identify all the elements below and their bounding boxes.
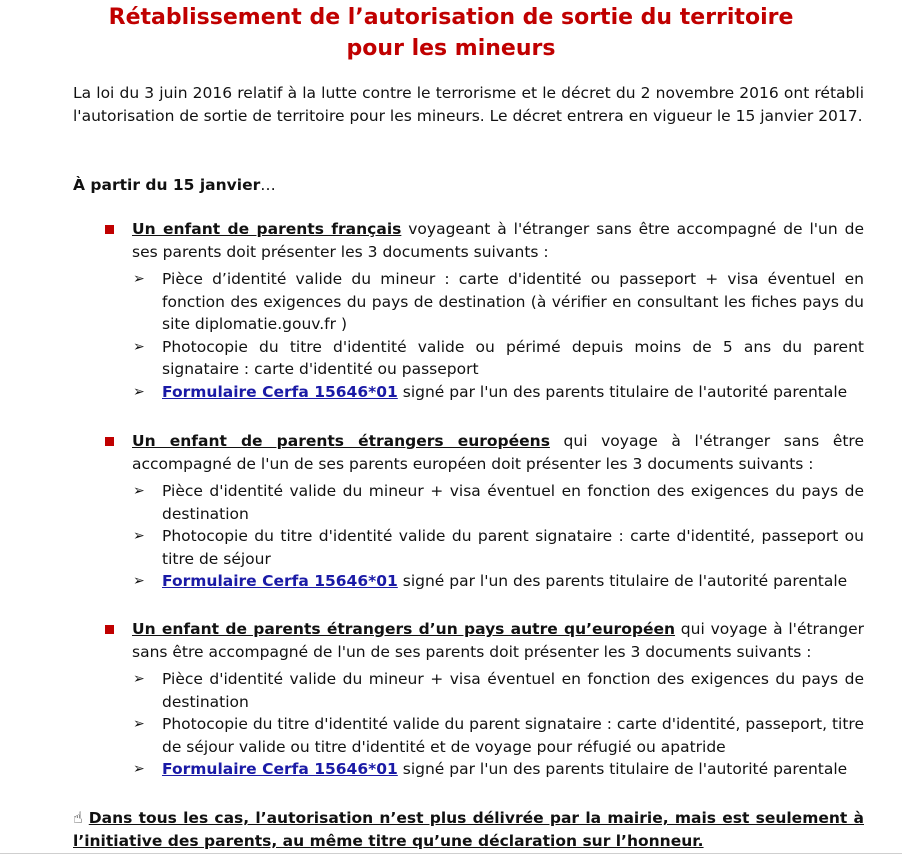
page-title	[0, 2, 902, 64]
section-text: qui voyage à l'étranger sans être accompagné de l'un de ses parents européen doit présenter les 3 documents suivants :	[132, 432, 865, 473]
arrowhead-bullet-icon: ➢	[133, 271, 145, 287]
list-item	[73, 668, 864, 713]
section-heading	[73, 430, 864, 475]
cerfa-form-link[interactable]: Formulaire Cerfa 15646*01	[162, 382, 398, 401]
arrowhead-bullet-icon: ➢	[133, 383, 145, 400]
form-link-text: signé par l'un des parents titulaire de l'autorité parentale	[397, 760, 848, 778]
title-line-2: pour les mineurs	[346, 36, 556, 61]
section-non-european-parents	[73, 618, 864, 781]
arrowhead-bullet-icon: ➢	[133, 716, 145, 732]
arrowhead-bullet-icon: ➢	[133, 338, 145, 355]
from-date-ellipsis: …	[260, 176, 276, 194]
list-item	[73, 480, 864, 525]
section-lead: Un enfant de parents étrangers européens	[132, 432, 550, 450]
section-lead: Un enfant de parents français	[132, 220, 402, 238]
section-french-parents	[73, 218, 864, 403]
arrowhead-bullet-icon: ➢	[133, 483, 145, 499]
arrowhead-bullet-icon: ➢	[133, 671, 145, 687]
section-heading	[73, 218, 864, 263]
pointing-hand-icon: ☝	[73, 808, 83, 827]
list-item-text: Pièce d'identité valide du mineur + visa éventuel en fonction des exigences du pays de destination	[162, 670, 864, 711]
form-link-text: signé par l'un des parents titulaire de l'autorité parentale	[397, 382, 848, 401]
list-item	[73, 381, 864, 404]
list-item-text: Photocopie du titre d'identité valide du parent signataire : carte d'identité, passeport, titre de séjour valide ou titre d'identité et de voyage pour réfugié ou apatride	[162, 715, 864, 756]
arrowhead-bullet-icon: ➢	[133, 573, 145, 589]
list-item	[73, 268, 864, 336]
page-bottom-divider	[0, 853, 902, 854]
list-item-text: Photocopie du titre d'identité valide ou périmé depuis moins de 5 ans du parent signataire : carte d'identité ou passeport	[162, 337, 864, 378]
document-list	[73, 668, 864, 781]
from-date-heading	[73, 174, 276, 197]
list-item	[73, 758, 864, 781]
list-item	[73, 525, 864, 570]
document-list	[73, 480, 864, 593]
from-date-bold: À partir du 15 janvier	[73, 176, 261, 194]
list-item	[73, 713, 864, 758]
red-square-bullet-icon	[105, 437, 114, 446]
section-heading	[73, 618, 864, 663]
section-european-parents	[73, 430, 864, 593]
arrowhead-bullet-icon: ➢	[133, 761, 145, 777]
list-item	[73, 570, 864, 593]
list-item-text: Photocopie du titre d'identité valide du parent signataire : carte d'identité, passeport ou titre de séjour	[162, 527, 864, 568]
final-note-text: Dans tous les cas, l’autorisation n’est plus délivrée par la mairie, mais est seulement à l’initiative des parents, au même titre qu’une déclaration sur l’honneur.	[73, 809, 864, 850]
list-item	[73, 336, 864, 381]
section-lead: Un enfant de parents étrangers d’un pays autre qu’européen	[132, 620, 676, 638]
arrowhead-bullet-icon: ➢	[133, 528, 145, 544]
section-text: voyageant à l'étranger sans être accompagné de l'un de ses parents doit présenter les 3 documents suivants :	[132, 220, 864, 261]
form-link-text: signé par l'un des parents titulaire de l'autorité parentale	[397, 572, 848, 590]
final-note	[73, 806, 864, 853]
document-list	[73, 268, 864, 403]
section-text: qui voyage à l'étranger sans être accompagné de l'un de ses parents doit présenter les 3 documents suivants :	[132, 620, 864, 661]
cerfa-form-link[interactable]: Formulaire Cerfa 15646*01	[162, 760, 398, 778]
cerfa-form-link[interactable]: Formulaire Cerfa 15646*01	[162, 572, 398, 590]
intro-paragraph: La loi du 3 juin 2016 relatif à la lutte contre le terrorisme et le décret du 2 novembre 2016 ont rétabli l'autorisation de sortie de territoire pour les mineurs. Le décret entrera en vigueur le 15 janvier 2017.	[73, 84, 864, 125]
list-item-text: Pièce d'identité valide du mineur + visa éventuel en fonction des exigences du pays de destination	[162, 482, 864, 523]
list-item-text: Pièce d’identité valide du mineur : carte d'identité ou passeport + visa éventuel en fonction des exigences du pays de destination (à vérifier en consultant les fiches pays du site diplomatie.gouv.fr )	[162, 270, 864, 333]
red-square-bullet-icon	[105, 225, 114, 234]
title-line-1: Rétablissement de l’autorisation de sortie du territoire	[108, 5, 794, 30]
red-square-bullet-icon	[105, 625, 114, 634]
